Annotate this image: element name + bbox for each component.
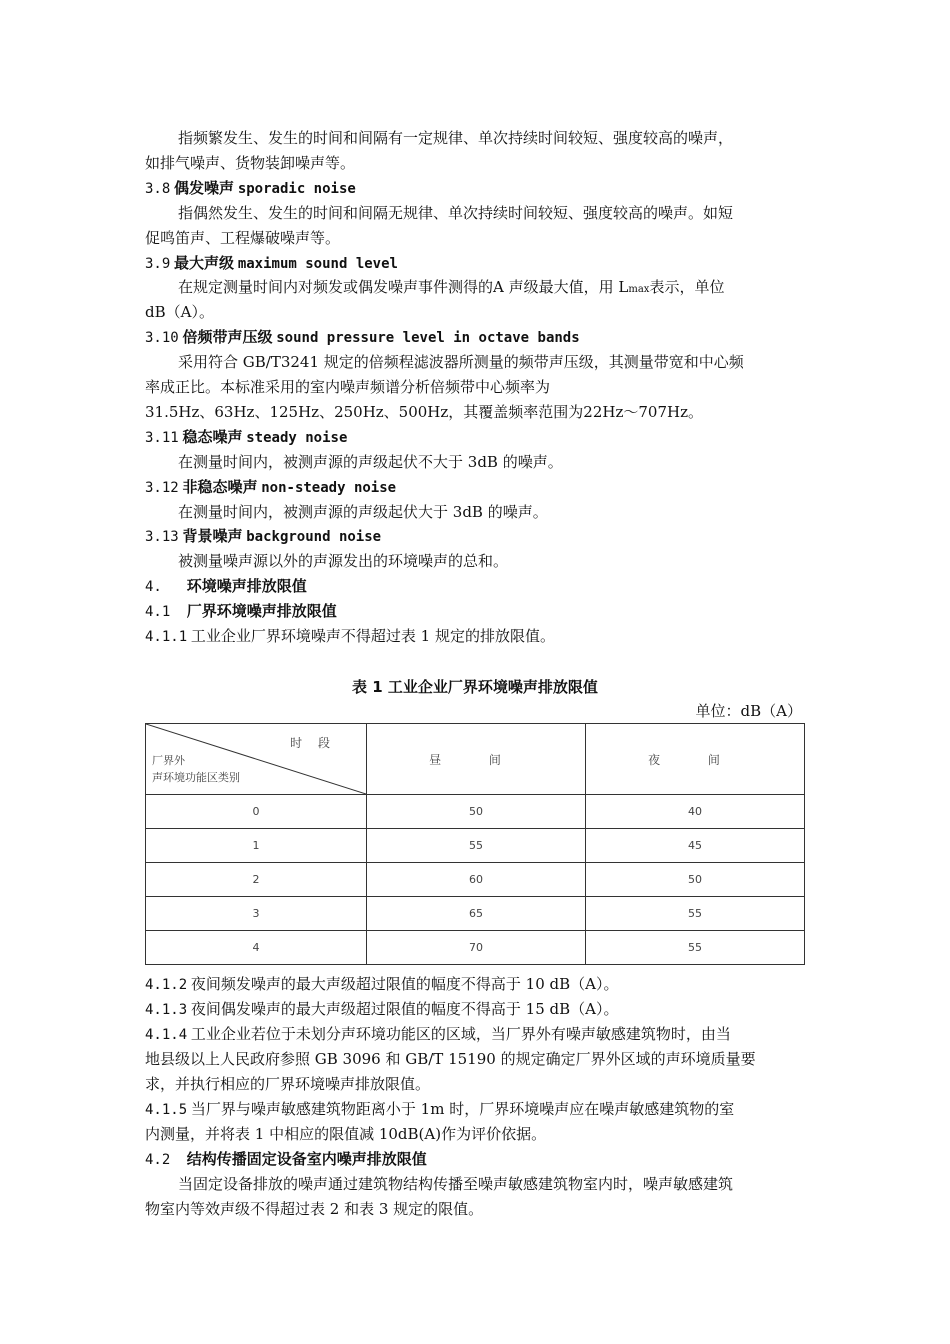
section-title-en: background noise bbox=[246, 529, 382, 545]
para-line: 物室内等效声级不得超过表 2 和表 3 规定的限值。 bbox=[145, 1200, 484, 1218]
section-number: 3.12 bbox=[145, 480, 179, 496]
clause-4-1-4 bbox=[145, 1024, 731, 1045]
zone-cell: 3 bbox=[146, 897, 367, 931]
section-number: 3.9 bbox=[145, 256, 171, 272]
section-heading-4 bbox=[145, 576, 307, 597]
day-cell: 55 bbox=[367, 829, 586, 863]
section-number: 3.13 bbox=[145, 529, 179, 545]
clause-number: 4.1.2 bbox=[145, 977, 188, 993]
section-title: 最大声级 bbox=[174, 254, 235, 272]
zone-cell: 0 bbox=[146, 795, 367, 829]
table-header-row bbox=[146, 724, 805, 795]
clause-4-1-2 bbox=[145, 974, 619, 995]
para-line: dB（A）。 bbox=[145, 303, 214, 321]
night-cell: 45 bbox=[586, 829, 805, 863]
zone-cell: 1 bbox=[146, 829, 367, 863]
night-cell: 55 bbox=[586, 931, 805, 965]
night-cell: 55 bbox=[586, 897, 805, 931]
col-header-night: 夜 间 bbox=[586, 724, 805, 795]
clause-text: 夜间偶发噪声的最大声级超过限值的幅度不得高于 15 dB（A）。 bbox=[190, 1000, 619, 1018]
diag-header-bottom-line2: 声环境功能区类别 bbox=[152, 771, 240, 784]
table-row bbox=[146, 897, 805, 931]
para-line: 率成正比。本标准采用的室内噪声频谱分析倍频带中心频率为 bbox=[145, 378, 551, 396]
section-title: 稳态噪声 bbox=[182, 428, 243, 446]
section-heading-3-11 bbox=[145, 427, 347, 448]
section-title-en: sporadic noise bbox=[237, 181, 356, 197]
zone-cell: 4 bbox=[146, 931, 367, 965]
table-row bbox=[146, 931, 805, 965]
section-number: 4.1 bbox=[145, 604, 171, 620]
clause-4-1-3 bbox=[145, 999, 619, 1020]
day-cell: 65 bbox=[367, 897, 586, 931]
para-line: 内测量，并将表 1 中相应的限值减 10dB(A)作为评价依据。 bbox=[145, 1125, 547, 1143]
section-title: 背景噪声 bbox=[182, 527, 243, 545]
zone-cell: 2 bbox=[146, 863, 367, 897]
section-title: 偶发噪声 bbox=[174, 179, 235, 197]
section-number: 4. bbox=[145, 579, 162, 595]
para-line: 求，并执行相应的厂界环境噪声排放限值。 bbox=[145, 1075, 431, 1093]
para-line: 被测量噪声源以外的声源发出的环境噪声的总和。 bbox=[178, 552, 509, 570]
clause-text: 工业企业厂界环境噪声不得超过表 1 规定的排放限值。 bbox=[190, 627, 555, 645]
section-number: 3.10 bbox=[145, 330, 179, 346]
table-row bbox=[146, 795, 805, 829]
section-title-en: non-steady noise bbox=[261, 480, 397, 496]
para-line: 在测量时间内，被测声源的声级起伏大于 3dB 的噪声。 bbox=[178, 503, 548, 521]
diag-header-top: 时 段 bbox=[290, 736, 336, 750]
col-header-day: 昼 间 bbox=[367, 724, 586, 795]
day-cell: 60 bbox=[367, 863, 586, 897]
para-line bbox=[178, 277, 724, 300]
clause-number: 4.1.3 bbox=[145, 1002, 188, 1018]
para-line: 31.5Hz、63Hz、125Hz、250Hz、500Hz，其覆盖频率范围为22Hz～707Hz。 bbox=[145, 403, 703, 421]
diagonal-header-cell bbox=[146, 724, 367, 795]
section-heading-3-10 bbox=[145, 327, 580, 348]
section-title-en: maximum sound level bbox=[237, 256, 398, 272]
subscript: max bbox=[628, 284, 650, 295]
section-heading-3-13 bbox=[145, 526, 381, 547]
section-title: 环境噪声排放限值 bbox=[186, 577, 307, 595]
limits-table bbox=[145, 723, 805, 965]
para-line: 当固定设备排放的噪声通过建筑物结构传播至噪声敏感建筑物室内时，噪声敏感建筑 bbox=[178, 1175, 734, 1193]
section-title-en: steady noise bbox=[246, 430, 348, 446]
text-run: 在规定测量时间内对频发或偶发噪声事件测得的A 声级最大值，用 L bbox=[178, 278, 629, 296]
table-row bbox=[146, 863, 805, 897]
section-title: 结构传播固定设备室内噪声排放限值 bbox=[186, 1150, 427, 1168]
clause-number: 4.1.4 bbox=[145, 1027, 188, 1043]
text-run: 表示，单位 bbox=[649, 278, 725, 296]
night-cell: 50 bbox=[586, 863, 805, 897]
section-heading-4-2 bbox=[145, 1149, 427, 1170]
para-line: 在测量时间内，被测声源的声级起伏不大于 3dB 的噪声。 bbox=[178, 453, 563, 471]
section-number: 3.11 bbox=[145, 430, 179, 446]
clause-number: 4.1.1 bbox=[145, 629, 188, 645]
section-heading-4-1 bbox=[145, 601, 337, 622]
day-cell: 50 bbox=[367, 795, 586, 829]
section-number: 3.8 bbox=[145, 181, 171, 197]
clause-4-1-5 bbox=[145, 1099, 734, 1120]
clause-text: 夜间频发噪声的最大声级超过限值的幅度不得高于 10 dB（A）。 bbox=[190, 975, 619, 993]
table-unit: 单位：dB（A） bbox=[695, 702, 802, 720]
para-line: 促鸣笛声、工程爆破噪声等。 bbox=[145, 229, 341, 247]
section-title: 倍频带声压级 bbox=[182, 328, 273, 346]
clause-4-1-1 bbox=[145, 626, 555, 647]
section-title: 厂界环境噪声排放限值 bbox=[186, 602, 337, 620]
table-row bbox=[146, 829, 805, 863]
clause-number: 4.1.5 bbox=[145, 1102, 188, 1118]
section-heading-3-9 bbox=[145, 253, 398, 274]
clause-text: 工业企业若位于未划分声环境功能区的区域，当厂界外有噪声敏感建筑物时，由当 bbox=[190, 1025, 731, 1043]
para-line: 地县级以上人民政府参照 GB 3096 和 GB/T 15190 的规定确定厂界外区域的声环境质量要 bbox=[145, 1050, 756, 1068]
night-cell: 40 bbox=[586, 795, 805, 829]
para-line: 如排气噪声、货物装卸噪声等。 bbox=[145, 154, 356, 172]
diag-header-bottom-line1: 厂界外 bbox=[152, 754, 185, 767]
para-line: 指频繁发生、发生的时间和间隔有一定规律、单次持续时间较短、强度较高的噪声， bbox=[178, 129, 734, 147]
section-number: 4.2 bbox=[145, 1152, 171, 1168]
section-heading-3-8 bbox=[145, 178, 356, 199]
para-line: 采用符合 GB/T3241 规定的倍频程滤波器所测量的频带声压级，其测量带宽和中心频 bbox=[178, 353, 744, 371]
section-heading-3-12 bbox=[145, 477, 396, 498]
day-cell: 70 bbox=[367, 931, 586, 965]
para-line: 指偶然发生、发生的时间和间隔无规律、单次持续时间较短、强度较高的噪声。如短 bbox=[178, 204, 734, 222]
table-caption: 表 1 工业企业厂界环境噪声排放限值 bbox=[352, 678, 598, 696]
section-title: 非稳态噪声 bbox=[182, 478, 258, 496]
section-title-en: sound pressure level in octave bands bbox=[276, 330, 580, 346]
clause-text: 当厂界与噪声敏感建筑物距离小于 1m 时，厂界环境噪声应在噪声敏感建筑物的室 bbox=[190, 1100, 735, 1118]
